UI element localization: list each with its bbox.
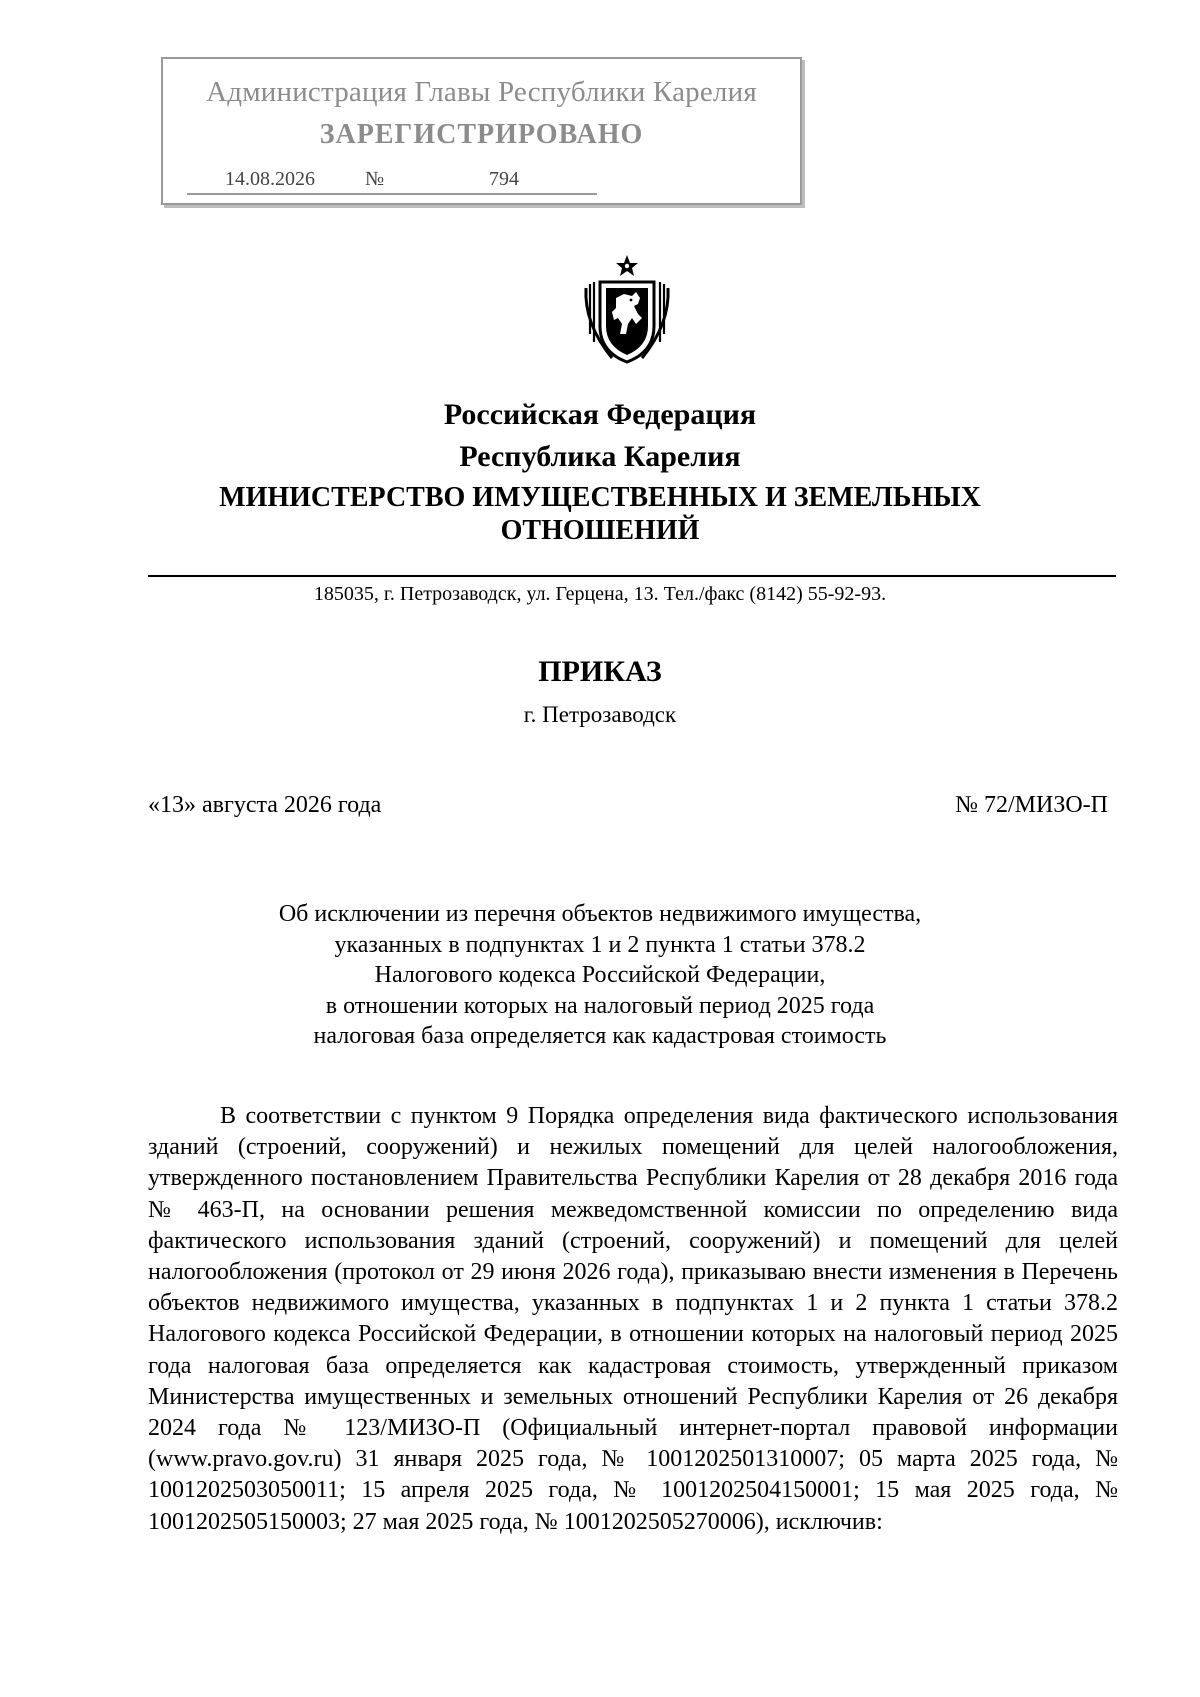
header-ministry-line2: ОТНОШЕНИЙ <box>500 515 700 546</box>
order-date: «13» августа 2026 года <box>148 792 382 818</box>
order-city: г. Петрозаводск <box>523 702 677 727</box>
header-divider <box>148 575 1116 577</box>
subject-line: Налогового кодекса Российской Федерации, <box>374 962 826 988</box>
registration-stamp <box>161 57 802 205</box>
stamp-organization: Администрация Главы Республики Карелия <box>206 76 757 108</box>
stamp-date: 14.08.2026 <box>225 168 315 190</box>
order-subject <box>0 899 1200 1052</box>
ministry-address: 185035, г. Петрозаводск, ул. Герцена, 13. Тел./факс (8142) 55-92-93. <box>313 583 887 605</box>
header-country: Российская Федерация <box>443 398 757 431</box>
order-body-paragraph: В соответствии с пунктом 9 Порядка определения вида фактического использования зданий (строений, сооружений) и нежилых помещений для целей налогообложения, утвержденного постановлением Правительства Республики Карелия от 28 декабря 2016 года № 463-П, на основании решения межведомственной комиссии по определению вида фактического использования зданий (строений, сооружений) и помещений для целей налогообложения (протокол от 29 июня 2026 года), приказываю внести изменения в Перечень объектов недвижимого имущества, указанных в подпунктах 1 и 2 пункта 1 статьи 378.2 Налогового кодекса Российской Федерации, в отношении которых на налоговый период 2025 года налоговая база определяется как кадастровая стоимость, утвержденный приказом Министерства имущественных и земельных отношений Республики Карелия от 26 декабря 2024 года № 123/МИЗО-П (Официальный интернет-портал правовой информации (www.pravo.gov.ru) 31 января 2025 года, № 1001202501310007; 05 марта 2025 года, № 1001202503050011; 15 апреля 2025 года, № 1001202504150001; 15 мая 2025 года, № 1001202505150003; 27 мая 2025 года, № 1001202505270006), исключив: <box>148 1103 1118 1535</box>
stamp-status: ЗАРЕГИСТРИРОВАНО <box>319 119 644 150</box>
karelia-coat-of-arms-icon <box>582 254 672 366</box>
subject-line: в отношении которых на налоговый период 2025 года <box>325 992 875 1019</box>
subject-line: указанных в подпунктах 1 и 2 пункта 1 статьи 378.2 <box>334 931 866 958</box>
order-number: № 72/МИЗО-П <box>955 792 1108 818</box>
stamp-number: 794 <box>489 168 519 190</box>
header-ministry-line1: МИНИСТЕРСТВО ИМУЩЕСТВЕННЫХ И ЗЕМЕЛЬНЫХ <box>219 482 981 513</box>
stamp-registration-line <box>187 167 597 195</box>
subject-line: Об исключении из перечня объектов недвижимого имущества, <box>278 901 922 927</box>
order-title: ПРИКАЗ <box>538 655 662 688</box>
header-republic: Республика Карелия <box>459 440 741 473</box>
subject-line: налоговая база определяется как кадастровая стоимость <box>313 1023 887 1049</box>
stamp-number-sign: № <box>365 168 385 190</box>
